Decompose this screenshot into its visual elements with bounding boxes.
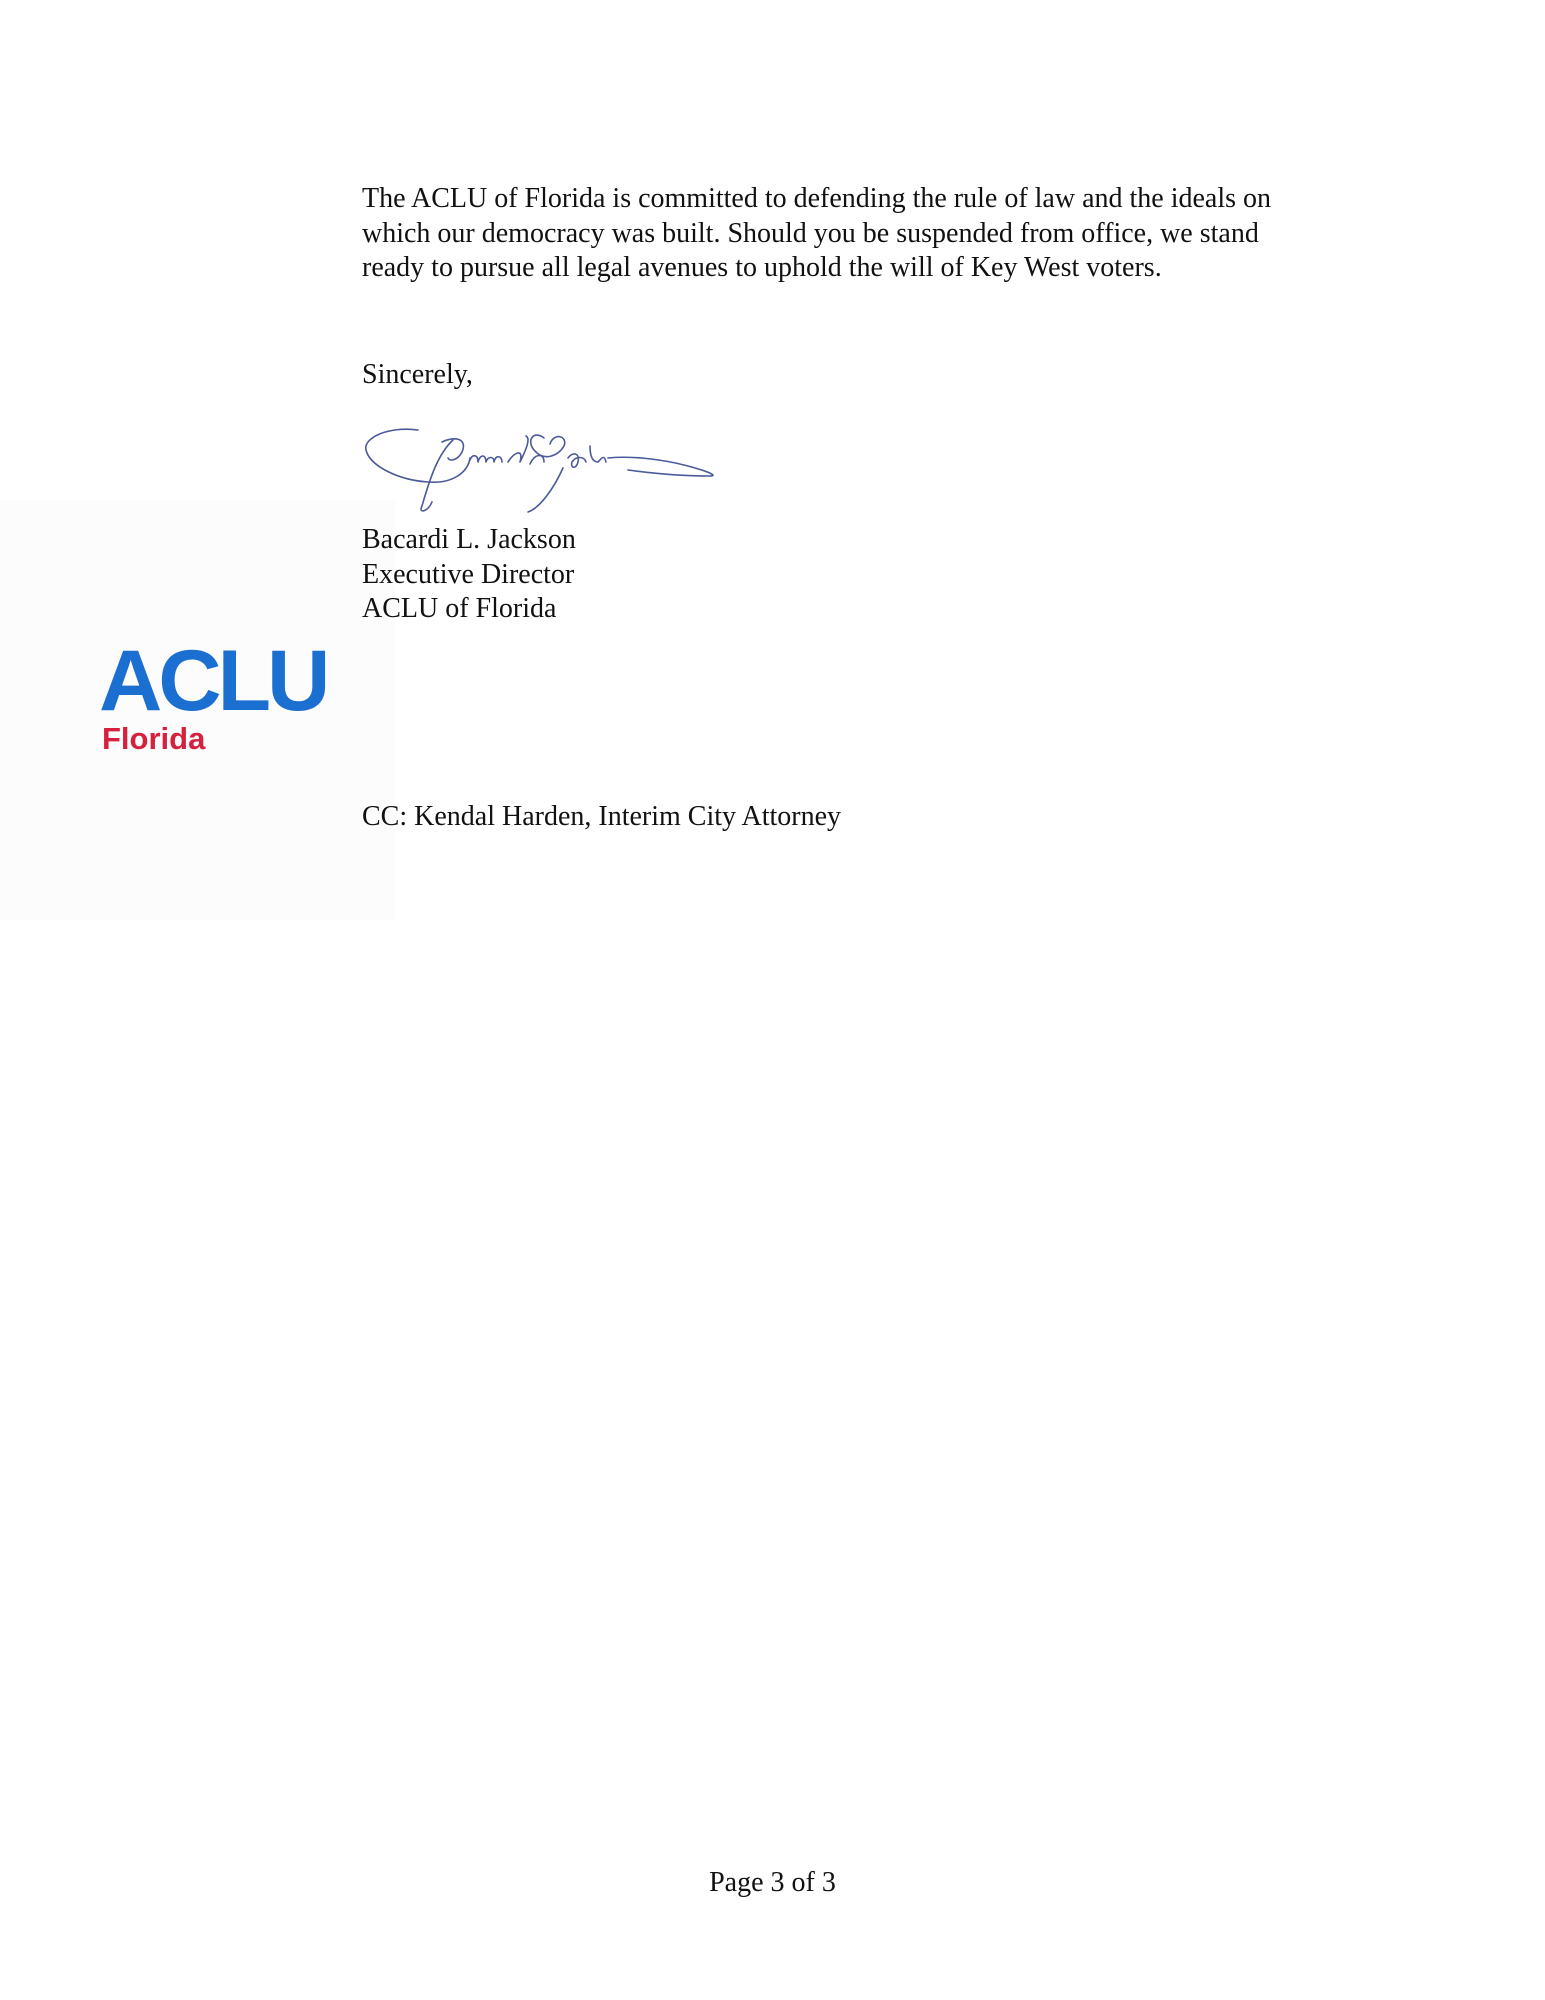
- signer-title: Executive Director: [362, 558, 575, 590]
- page-number: Page 3 of 3: [709, 1867, 836, 1898]
- closing-salutation: Sincerely,: [362, 359, 473, 390]
- signer-organization: ACLU of Florida: [362, 593, 557, 624]
- paragraph-line: The ACLU of Florida is committed to defending the rule of law and the ideals on: [362, 183, 1272, 214]
- aclu-florida-logo: [99, 633, 327, 764]
- closing-paragraph: [362, 182, 1422, 286]
- logo-wordmark: ACLU: [99, 633, 327, 729]
- handwritten-signature: [358, 418, 738, 518]
- cc-line: CC: Kendal Harden, Interim City Attorney: [362, 801, 842, 832]
- signer-name: Bacardi L. Jackson: [362, 524, 576, 555]
- logo-subtitle: Florida: [102, 721, 206, 756]
- signer-block: [362, 523, 576, 627]
- paragraph-line: which our democracy was built. Should you be suspended from office, we stand: [362, 217, 1259, 249]
- paragraph-line: ready to pursue all legal avenues to uphold the will of Key West voters.: [362, 252, 1162, 283]
- page-footer: [0, 1866, 1545, 1900]
